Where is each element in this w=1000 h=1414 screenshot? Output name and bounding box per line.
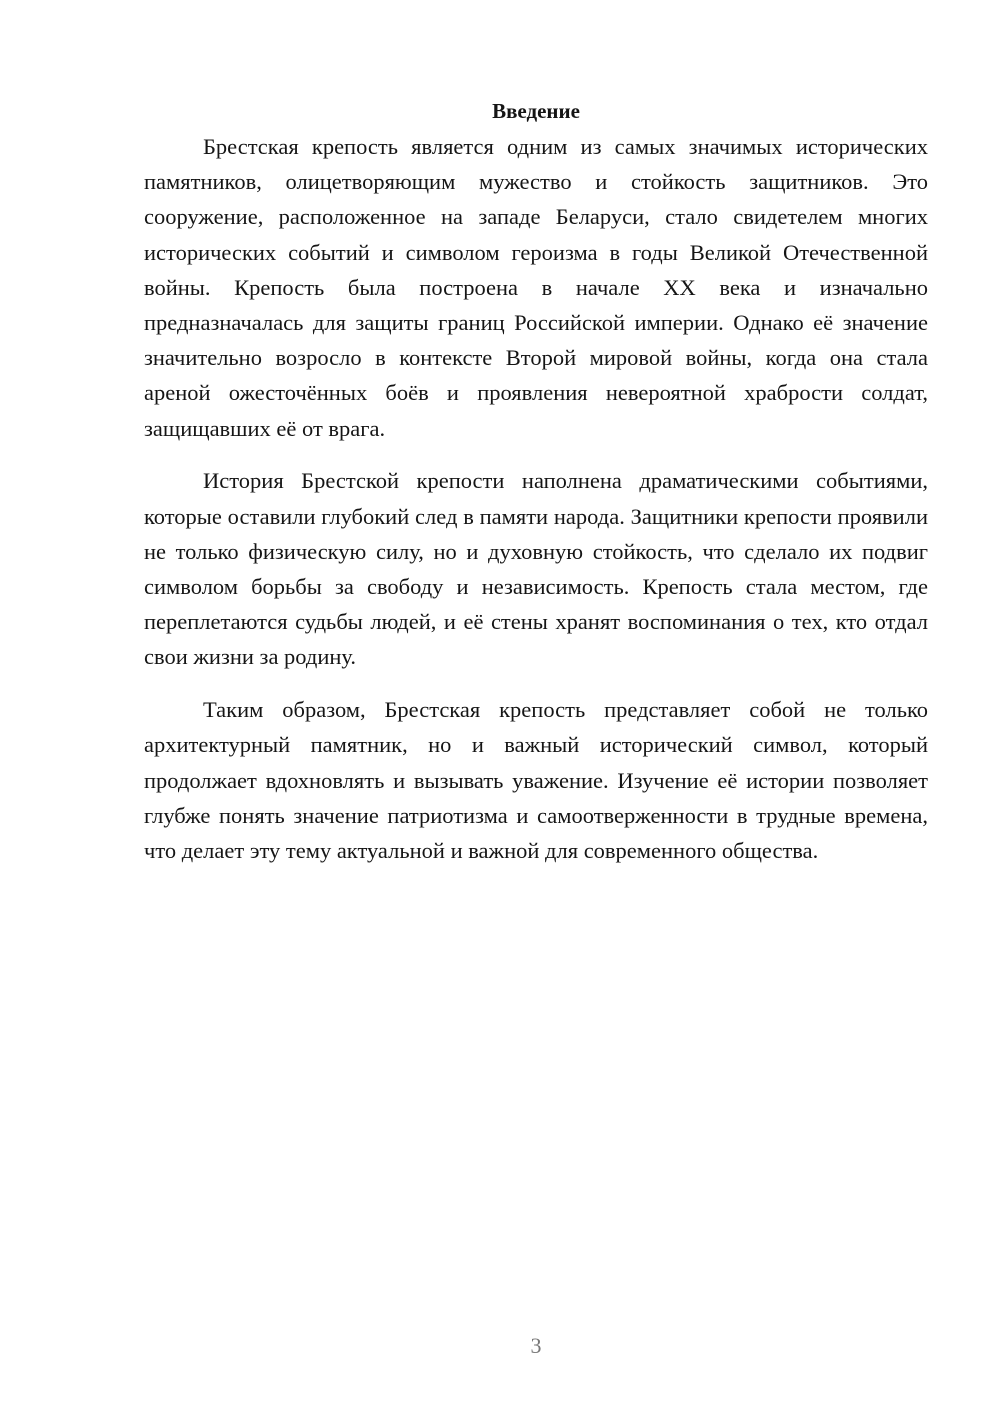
page-number: 3	[530, 1333, 542, 1358]
section-heading: Введение	[492, 99, 580, 123]
paragraph-intro: Брестская крепость является одним из самых значимых исторических памятников, олицетворяющим мужество и стойкость защитников. Это сооружение, расположенное на западе Беларуси, стало свидетелем многих исторических событий и символом героизма в годы Великой Отечественной войны. Крепость была построена в начале XX века и изначально предназначалась для защиты границ Российской империи. Однако её значение значительно возросло в контексте Второй мировой войны, когда она стала ареной ожесточённых боёв и проявления невероятной храбрости солдат, защищавших её от врага.	[144, 134, 928, 441]
paragraph-conclusion: Таким образом, Брестская крепость представляет собой не только архитектурный памятник, но и важный исторический символ, который продолжает вдохновлять и вызывать уважение. Изучение её истории позволяет глубже понять значение патриотизма и самоотверженности в трудные времена, что делает эту тему актуальной и важной для современного общества.	[144, 697, 928, 864]
page-content	[144, 94, 928, 886]
paragraph-history: История Брестской крепости наполнена драматическими событиями, которые оставили глубокий след в памяти народа. Защитники крепости проявили не только физическую силу, но и духовную стойкость, что сделало их подвиг символом борьбы за свободу и независимость. Крепость стала местом, где переплетаются судьбы людей, и её стены хранят воспоминания о тех, кто отдал свои жизни за родину.	[144, 468, 928, 670]
